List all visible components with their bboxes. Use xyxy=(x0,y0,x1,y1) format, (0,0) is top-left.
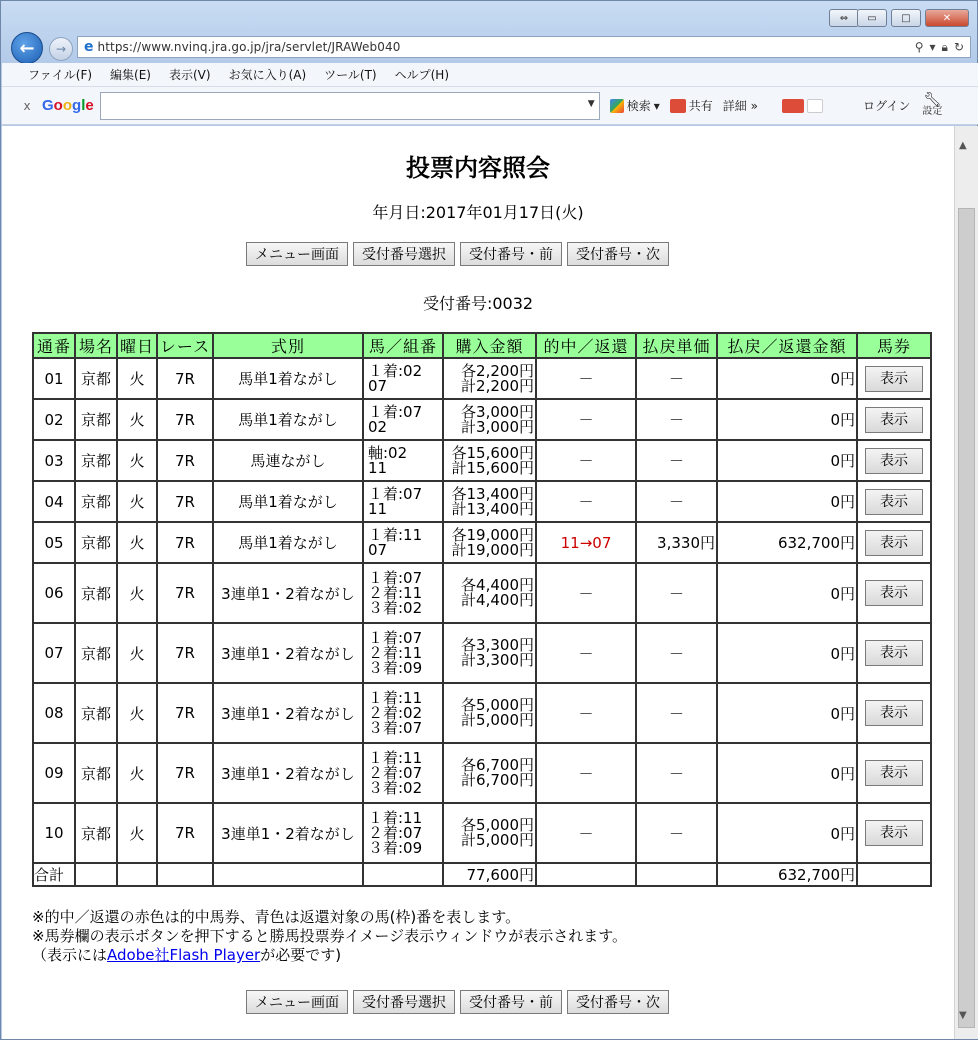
row-amount: 各13,400円 計13,400円 xyxy=(443,481,536,522)
gplus-icon xyxy=(670,99,686,113)
row-amount: 各4,400円 計4,400円 xyxy=(443,563,536,623)
row-ticket-cell xyxy=(857,440,931,481)
menu-favorites[interactable]: お気に入り(A) xyxy=(228,68,307,82)
row-ticket-cell xyxy=(857,683,931,743)
show-ticket-button[interactable]: 表示 xyxy=(865,489,923,515)
close-window-button[interactable]: ✕ xyxy=(925,9,969,27)
row-payout: 0円 xyxy=(717,623,857,683)
wrench-icon: 🔧︎ xyxy=(923,91,942,108)
row-race: 7R xyxy=(157,683,213,743)
row-hit: － xyxy=(536,399,636,440)
show-ticket-button[interactable]: 表示 xyxy=(865,700,923,726)
window-controls xyxy=(857,9,969,27)
table-row xyxy=(33,563,931,623)
row-combo: １着:11 ２着:07 ３着:02 xyxy=(363,743,443,803)
row-race: 7R xyxy=(157,623,213,683)
row-day: 火 xyxy=(117,683,157,743)
row-venue: 京都 xyxy=(75,803,117,863)
notes xyxy=(32,908,627,965)
menu-help[interactable]: ヘルプ(H) xyxy=(394,68,449,82)
row-hit: 11→07 xyxy=(536,522,636,563)
row-ticket-cell xyxy=(857,563,931,623)
row-hit: － xyxy=(536,440,636,481)
col-header-venue: 場名 xyxy=(75,333,117,358)
row-payout: 0円 xyxy=(717,399,857,440)
row-venue: 京都 xyxy=(75,563,117,623)
row-venue: 京都 xyxy=(75,522,117,563)
row-type: 3連単1・2着ながし xyxy=(213,623,363,683)
row-hit: － xyxy=(536,481,636,522)
row-amount: 各6,700円 計6,700円 xyxy=(443,743,536,803)
ie-logo-icon: e xyxy=(84,39,94,55)
show-ticket-button[interactable]: 表示 xyxy=(865,407,923,433)
menu-screen-button[interactable]: メニュー画面 xyxy=(246,990,348,1014)
row-no: 04 xyxy=(33,481,75,522)
row-combo: １着:07 ２着:11 ３着:02 xyxy=(363,563,443,623)
row-type: 馬単1着ながし xyxy=(213,481,363,522)
row-ticket-cell xyxy=(857,743,931,803)
row-ticket-cell xyxy=(857,803,931,863)
prev-receipt-button[interactable]: 受付番号・前 xyxy=(460,990,562,1014)
menu-view[interactable]: 表示(V) xyxy=(168,68,211,82)
table-row xyxy=(33,623,931,683)
row-hit: － xyxy=(536,358,636,399)
google-more-button[interactable]: 詳細 » xyxy=(722,99,758,113)
menu-bar xyxy=(2,63,978,87)
page-title: 投票内容照会 xyxy=(406,154,550,182)
row-venue: 京都 xyxy=(75,623,117,683)
google-search-input[interactable] xyxy=(100,92,600,120)
row-day: 火 xyxy=(117,522,157,563)
row-day: 火 xyxy=(117,440,157,481)
col-header-combo: 馬／組番 xyxy=(363,333,443,358)
row-combo: １着:02 07 xyxy=(363,358,443,399)
menu-tools[interactable]: ツール(T) xyxy=(324,68,377,82)
back-arrow-icon[interactable]: ← xyxy=(11,32,43,64)
row-type: 3連単1・2着ながし xyxy=(213,683,363,743)
menu-screen-button[interactable]: メニュー画面 xyxy=(246,242,348,266)
page-content xyxy=(2,126,954,1039)
row-day: 火 xyxy=(117,623,157,683)
row-type: 馬単1着ながし xyxy=(213,522,363,563)
next-receipt-button[interactable]: 受付番号・次 xyxy=(567,242,669,266)
bet-table xyxy=(32,332,932,887)
row-ticket-cell xyxy=(857,481,931,522)
scroll-up-icon[interactable]: ▲ xyxy=(959,140,967,151)
row-no: 09 xyxy=(33,743,75,803)
select-receipt-button[interactable]: 受付番号選択 xyxy=(353,990,455,1014)
row-venue: 京都 xyxy=(75,743,117,803)
address-tools xyxy=(915,40,970,55)
navigation-bar xyxy=(9,31,971,63)
total-label: 合計 xyxy=(33,863,75,886)
search-icon xyxy=(610,99,624,113)
row-no: 06 xyxy=(33,563,75,623)
row-race: 7R xyxy=(157,481,213,522)
row-race: 7R xyxy=(157,743,213,803)
row-race: 7R xyxy=(157,399,213,440)
row-combo: １着:11 ２着:07 ３着:09 xyxy=(363,803,443,863)
row-amount: 各5,000円 計5,000円 xyxy=(443,803,536,863)
row-day: 火 xyxy=(117,481,157,522)
row-type: 馬連ながし xyxy=(213,440,363,481)
google-login-button[interactable]: ログイン xyxy=(862,99,911,113)
lock-icon[interactable]: 🔒︎ xyxy=(941,39,948,54)
row-hit: － xyxy=(536,563,636,623)
note-line-1: ※的中／返還の赤色は的中馬券、青色は返還対象の馬(枠)番を表します。 xyxy=(32,908,521,926)
row-unit: － xyxy=(636,399,717,440)
row-amount: 各5,000円 計5,000円 xyxy=(443,683,536,743)
row-amount: 各3,000円 計3,000円 xyxy=(443,399,536,440)
row-no: 08 xyxy=(33,683,75,743)
row-combo: 軸:02 11 xyxy=(363,440,443,481)
table-row xyxy=(33,683,931,743)
row-unit: 3,330円 xyxy=(636,522,717,563)
col-header-hit: 的中／返還 xyxy=(536,333,636,358)
table-row xyxy=(33,358,931,399)
forward-arrow-icon[interactable]: → xyxy=(49,37,73,61)
total-payout: 632,700円 xyxy=(717,863,857,886)
row-day: 火 xyxy=(117,743,157,803)
close-toolbar-icon[interactable]: x xyxy=(23,98,31,113)
table-row xyxy=(33,440,931,481)
row-combo: １着:11 ２着:02 ３着:07 xyxy=(363,683,443,743)
row-race: 7R xyxy=(157,803,213,863)
row-no: 07 xyxy=(33,623,75,683)
row-payout: 0円 xyxy=(717,563,857,623)
show-ticket-button[interactable]: 表示 xyxy=(865,760,923,786)
row-combo: １着:07 11 xyxy=(363,481,443,522)
menu-file[interactable]: ファイル(F) xyxy=(28,68,93,82)
table-row xyxy=(33,522,931,563)
row-payout: 0円 xyxy=(717,683,857,743)
row-type: 3連単1・2着ながし xyxy=(213,743,363,803)
search-icon[interactable]: ⚲ xyxy=(914,39,924,54)
menu-edit[interactable]: 編集(E) xyxy=(110,68,151,82)
row-amount: 各3,300円 計3,300円 xyxy=(443,623,536,683)
row-unit: － xyxy=(636,803,717,863)
address-bar[interactable] xyxy=(77,36,971,58)
row-venue: 京都 xyxy=(75,683,117,743)
maximize-button[interactable]: □ xyxy=(891,9,921,27)
row-venue: 京都 xyxy=(75,481,117,522)
url-text[interactable]: https://www.nvinq.jra.go.jp/jra/servlet/JRAWeb040 xyxy=(97,40,401,54)
show-ticket-button[interactable]: 表示 xyxy=(865,640,923,666)
date-line: 年月日:2017年01月17日(火) xyxy=(372,203,584,222)
row-unit: － xyxy=(636,358,717,399)
row-race: 7R xyxy=(157,522,213,563)
row-no: 03 xyxy=(33,440,75,481)
table-row xyxy=(33,481,931,522)
row-ticket-cell xyxy=(857,623,931,683)
google-logo: Google xyxy=(42,97,94,114)
prev-receipt-button[interactable]: 受付番号・前 xyxy=(460,242,562,266)
row-day: 火 xyxy=(117,399,157,440)
total-amount: 77,600円 xyxy=(443,863,536,886)
flash-player-link[interactable]: Adobe社Flash Player xyxy=(107,946,261,964)
google-share-button[interactable]: 共有 xyxy=(670,97,713,114)
row-hit: － xyxy=(536,803,636,863)
row-unit: － xyxy=(636,623,717,683)
select-receipt-button[interactable]: 受付番号選択 xyxy=(353,242,455,266)
row-combo: １着:07 02 xyxy=(363,399,443,440)
row-hit: － xyxy=(536,683,636,743)
row-hit: － xyxy=(536,743,636,803)
row-no: 10 xyxy=(33,803,75,863)
table-row xyxy=(33,803,931,863)
row-ticket-cell xyxy=(857,399,931,440)
row-type: 3連単1・2着ながし xyxy=(213,803,363,863)
row-unit: － xyxy=(636,440,717,481)
row-combo: １着:11 07 xyxy=(363,522,443,563)
bottom-button-row xyxy=(246,990,669,1014)
table-header xyxy=(33,333,931,358)
top-button-row xyxy=(246,242,669,266)
row-type: 馬単1着ながし xyxy=(213,358,363,399)
row-no: 01 xyxy=(33,358,75,399)
row-amount: 各2,200円 計2,200円 xyxy=(443,358,536,399)
note-line-3: （表示にはAdobe社Flash Playerが必要です) xyxy=(32,946,342,964)
row-no: 05 xyxy=(33,522,75,563)
row-unit: － xyxy=(636,563,717,623)
row-payout: 0円 xyxy=(717,481,857,522)
row-payout: 0円 xyxy=(717,358,857,399)
scrollbar-thumb[interactable] xyxy=(958,208,975,1028)
row-amount: 各19,000円 計19,000円 xyxy=(443,522,536,563)
chevron-down-icon[interactable]: ▼ xyxy=(587,98,595,109)
receipt-number: 受付番号:0032 xyxy=(422,294,534,313)
row-combo: １着:07 ２着:11 ３着:09 xyxy=(363,623,443,683)
note-line-2: ※馬券欄の表示ボタンを押下すると勝馬投票券イメージ表示ウィンドウが表示されます。 xyxy=(32,927,628,945)
row-unit: － xyxy=(636,683,717,743)
row-day: 火 xyxy=(117,803,157,863)
row-day: 火 xyxy=(117,563,157,623)
restore-tab-icon[interactable]: ⇔ xyxy=(829,9,859,27)
refresh-icon[interactable]: ↻ xyxy=(953,39,964,54)
row-type: 3連単1・2着ながし xyxy=(213,563,363,623)
row-ticket-cell xyxy=(857,358,931,399)
next-receipt-button[interactable]: 受付番号・次 xyxy=(567,990,669,1014)
dropdown-icon[interactable]: ▾ xyxy=(929,39,936,54)
show-ticket-button[interactable]: 表示 xyxy=(865,448,923,474)
row-venue: 京都 xyxy=(75,399,117,440)
table-row xyxy=(33,399,931,440)
google-search-button[interactable]: 検索 ▾ xyxy=(610,97,660,114)
scroll-down-icon[interactable]: ▼ xyxy=(959,1010,967,1021)
col-header-payout: 払戻／返還金額 xyxy=(717,333,857,358)
vertical-scrollbar[interactable] xyxy=(954,126,978,1039)
row-hit: － xyxy=(536,623,636,683)
row-amount: 各15,600円 計15,600円 xyxy=(443,440,536,481)
col-header-type: 式別 xyxy=(213,333,363,358)
col-header-race: レース xyxy=(157,333,213,358)
col-header-unit: 払戻単価 xyxy=(636,333,717,358)
row-payout: 0円 xyxy=(717,803,857,863)
minimize-button[interactable]: ▭ xyxy=(857,9,887,27)
row-day: 火 xyxy=(117,358,157,399)
show-ticket-button[interactable]: 表示 xyxy=(865,530,923,556)
table-row xyxy=(33,743,931,803)
google-toolbar xyxy=(2,87,978,125)
row-ticket-cell xyxy=(857,522,931,563)
show-ticket-button[interactable]: 表示 xyxy=(865,580,923,606)
total-row xyxy=(33,863,931,886)
row-payout: 632,700円 xyxy=(717,522,857,563)
row-type: 馬単1着ながし xyxy=(213,399,363,440)
show-ticket-button[interactable]: 表示 xyxy=(865,820,923,846)
row-race: 7R xyxy=(157,563,213,623)
row-no: 02 xyxy=(33,399,75,440)
row-venue: 京都 xyxy=(75,358,117,399)
col-header-amount: 購入金額 xyxy=(443,333,536,358)
row-unit: － xyxy=(636,481,717,522)
row-venue: 京都 xyxy=(75,440,117,481)
row-race: 7R xyxy=(157,440,213,481)
row-race: 7R xyxy=(157,358,213,399)
col-header-day: 曜日 xyxy=(117,333,157,358)
google-settings-button[interactable]: 🔧︎ 設定 xyxy=(922,91,943,117)
row-payout: 0円 xyxy=(717,440,857,481)
row-unit: － xyxy=(636,743,717,803)
gplus-one-icon[interactable] xyxy=(782,99,823,113)
row-payout: 0円 xyxy=(717,743,857,803)
col-header-ticket: 馬券 xyxy=(857,333,931,358)
show-ticket-button[interactable]: 表示 xyxy=(865,366,923,392)
col-header-no: 通番 xyxy=(33,333,75,358)
